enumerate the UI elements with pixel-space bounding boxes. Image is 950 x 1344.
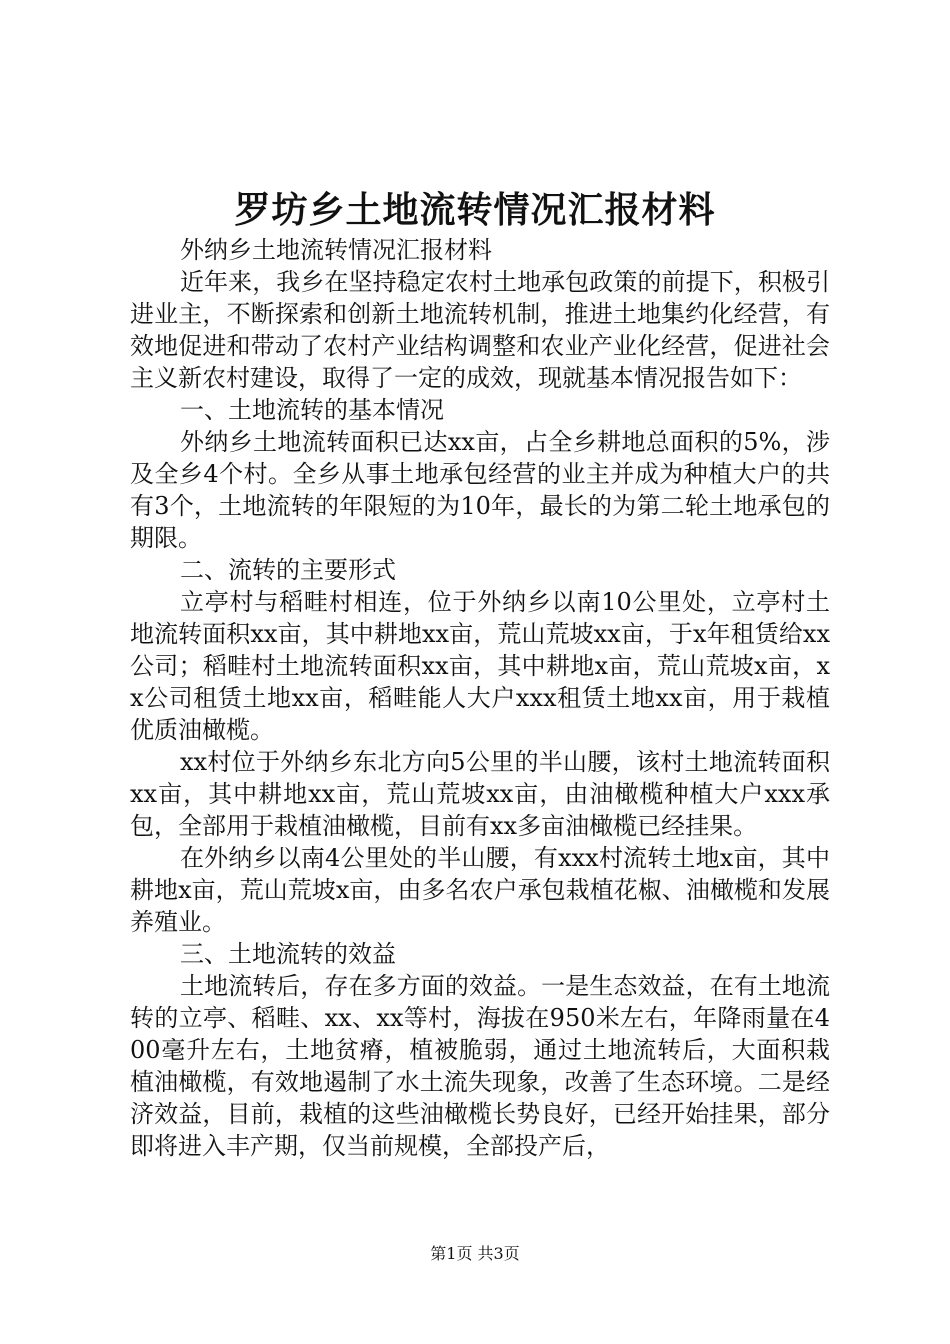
body-paragraph-liting-village: 立亭村与稻畦村相连，位于外纳乡以南10公里处，立亭村土地流转面积xx亩，其中耕地xx亩，荒山荒坡xx亩，于x年租赁给xx公司；稻畦村土地流转面积xx亩，其中耕地x亩，荒山荒坡x亩，xx公司租赁土地xx亩，稻畦能人大户xxx租赁土地xx亩，用于栽植优质油橄榄。 — [130, 588, 830, 744]
document-title: 罗坊乡土地流转情况汇报材料 — [234, 189, 716, 231]
section-heading-basic-situation: 一、土地流转的基本情况 — [180, 396, 444, 424]
body-paragraph-xxx-village: 在外纳乡以南4公里处的半山腰，有xxx村流转土地x亩，其中耕地x亩，荒山荒坡x亩，由多名农户承包栽植花椒、油橄榄和发展养殖业。 — [130, 844, 830, 936]
body-paragraph-intro: 近年来，我乡在坚持稳定农村土地承包政策的前提下，积极引进业主，不断探索和创新土地流转机制，推进土地集约化经营，有效地促进和带动了农村产业结构调整和农业产业化经营，促进社会主义新农村建设，取得了一定的成效，现就基本情况报告如下： — [130, 268, 830, 392]
document-body — [130, 234, 830, 1162]
body-paragraph-benefits: 土地流转后，存在多方面的效益。一是生态效益，在有土地流转的立亭、稻畦、xx、xx等村，海拔在950米左右，年降雨量在400毫升左右，土地贫瘠，植被脆弱，通过土地流转后，大面积栽植油橄榄，有效地遏制了水土流失现象，改善了生态环境。二是经济效益，目前，栽植的这些油橄榄长势良好，已经开始挂果，部分即将进入丰产期，仅当前规模，全部投产后， — [130, 972, 830, 1160]
body-paragraph-subtitle: 外纳乡土地流转情况汇报材料 — [180, 236, 492, 264]
section-heading-main-forms: 二、流转的主要形式 — [180, 556, 396, 584]
body-paragraph-xx-village: xx村位于外纳乡东北方向5公里的半山腰，该村土地流转面积xx亩，其中耕地xx亩，荒山荒坡xx亩，由油橄榄种植大户xxx承包，全部用于栽植油橄榄，目前有xx多亩油橄榄已经挂果。 — [130, 748, 830, 840]
page-number-footer: 第1页 共3页 — [430, 1244, 520, 1263]
section-heading-benefits: 三、土地流转的效益 — [180, 940, 396, 968]
body-paragraph-basic-situation: 外纳乡土地流转面积已达xx亩，占全乡耕地总面积的5%，涉及全乡4个村。全乡从事土地承包经营的业主并成为种植大户的共有3个，土地流转的年限短的为10年，最长的为第二轮土地承包的期限。 — [130, 428, 830, 552]
